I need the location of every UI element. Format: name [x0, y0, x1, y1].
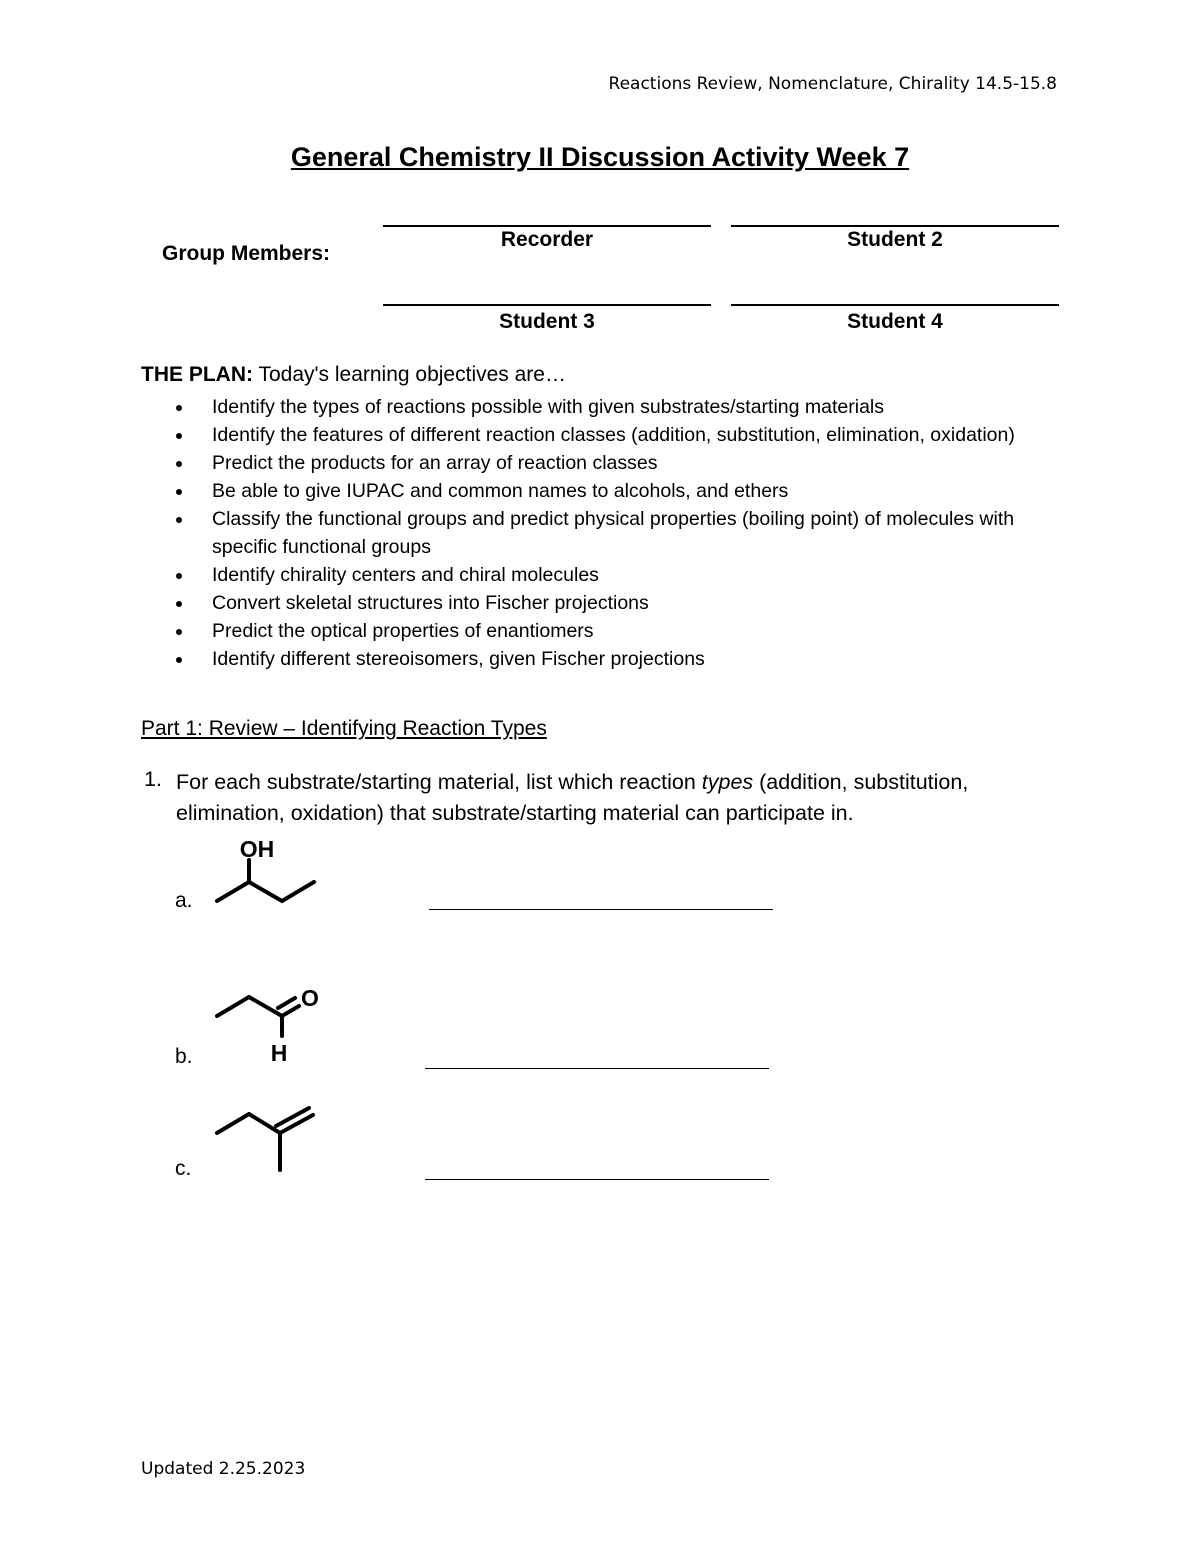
- item-b-label: b.: [175, 1045, 193, 1068]
- bond: [249, 1114, 280, 1133]
- atom-label-o: O: [301, 985, 319, 1011]
- group-members-label: Group Members:: [162, 242, 331, 265]
- student-3-label: Student 3: [499, 310, 595, 333]
- answer-line-a[interactable]: [429, 909, 773, 910]
- double-bond-outer: [280, 1115, 313, 1133]
- double-bond-outer: [282, 1006, 299, 1016]
- double-bond-inner: [278, 998, 295, 1008]
- student-2-signature-line[interactable]: [731, 225, 1059, 227]
- question-1-text: [176, 767, 1076, 829]
- running-header: Reactions Review, Nomenclature, Chirality 14.5-15.8: [608, 74, 1057, 94]
- bond: [282, 882, 314, 901]
- objective-item: Convert skeletal structures into Fischer projections: [174, 589, 1074, 617]
- student-3-signature-line[interactable]: [383, 304, 711, 306]
- bond: [217, 1114, 249, 1133]
- bond: [217, 882, 249, 901]
- item-c-label: c.: [175, 1157, 192, 1180]
- page-title: General Chemistry II Discussion Activity Week 7: [290, 142, 910, 172]
- bond: [249, 882, 282, 901]
- recorder-signature-line[interactable]: [383, 225, 711, 227]
- atom-label-oh: OH: [239, 836, 275, 862]
- footer-updated: Updated 2.25.2023: [141, 1459, 306, 1479]
- student-4-label: Student 4: [847, 310, 943, 333]
- molecule-b-propanal-structure: [200, 980, 330, 1070]
- atom-label-h: H: [270, 1040, 288, 1066]
- objective-item: Identify different stereoisomers, given Fischer projections: [174, 645, 1074, 673]
- student-4-signature-line[interactable]: [731, 304, 1059, 306]
- molecule-c-alkene-structure: [200, 1100, 330, 1180]
- question-1-text-after: (addition, substitution, elimination, oxidation) that substrate/starting material can participate in.: [176, 770, 969, 825]
- objective-item: Predict the products for an array of reaction classes: [174, 449, 1074, 477]
- bond: [217, 997, 249, 1016]
- item-a-label: a.: [175, 889, 193, 912]
- question-1-text-before: For each substrate/starting material, list which reaction: [176, 770, 702, 794]
- objective-item: Identify the types of reactions possible with given substrates/starting materials: [174, 393, 1074, 421]
- answer-line-b[interactable]: [425, 1068, 769, 1069]
- objective-item: Predict the optical properties of enantiomers: [174, 617, 1074, 645]
- objective-item: Identify the features of different reaction classes (addition, substitution, elimination, oxidation): [174, 421, 1074, 449]
- double-bond-inner: [276, 1108, 309, 1126]
- plan-intro: Today's learning objectives are…: [258, 363, 566, 386]
- plan-heading: THE PLAN:: [141, 363, 253, 386]
- objective-item: Classify the functional groups and predict physical properties (boiling point) of molecules with specific functional groups: [174, 505, 1074, 561]
- recorder-label: Recorder: [500, 228, 594, 251]
- objective-item: Identify chirality centers and chiral molecules: [174, 561, 1074, 589]
- question-1-emphasis: types: [701, 770, 754, 794]
- student-2-label: Student 2: [847, 228, 943, 251]
- answer-line-c[interactable]: [425, 1179, 769, 1180]
- objectives-list: [174, 393, 1074, 673]
- molecule-a-2-butanol-structure: [200, 830, 330, 910]
- question-1-number: 1.: [144, 767, 162, 791]
- objective-item: Be able to give IUPAC and common names to alcohols, and ethers: [174, 477, 1074, 505]
- part-1-heading: Part 1: Review – Identifying Reaction Types: [141, 717, 547, 740]
- plan-line: [141, 363, 566, 387]
